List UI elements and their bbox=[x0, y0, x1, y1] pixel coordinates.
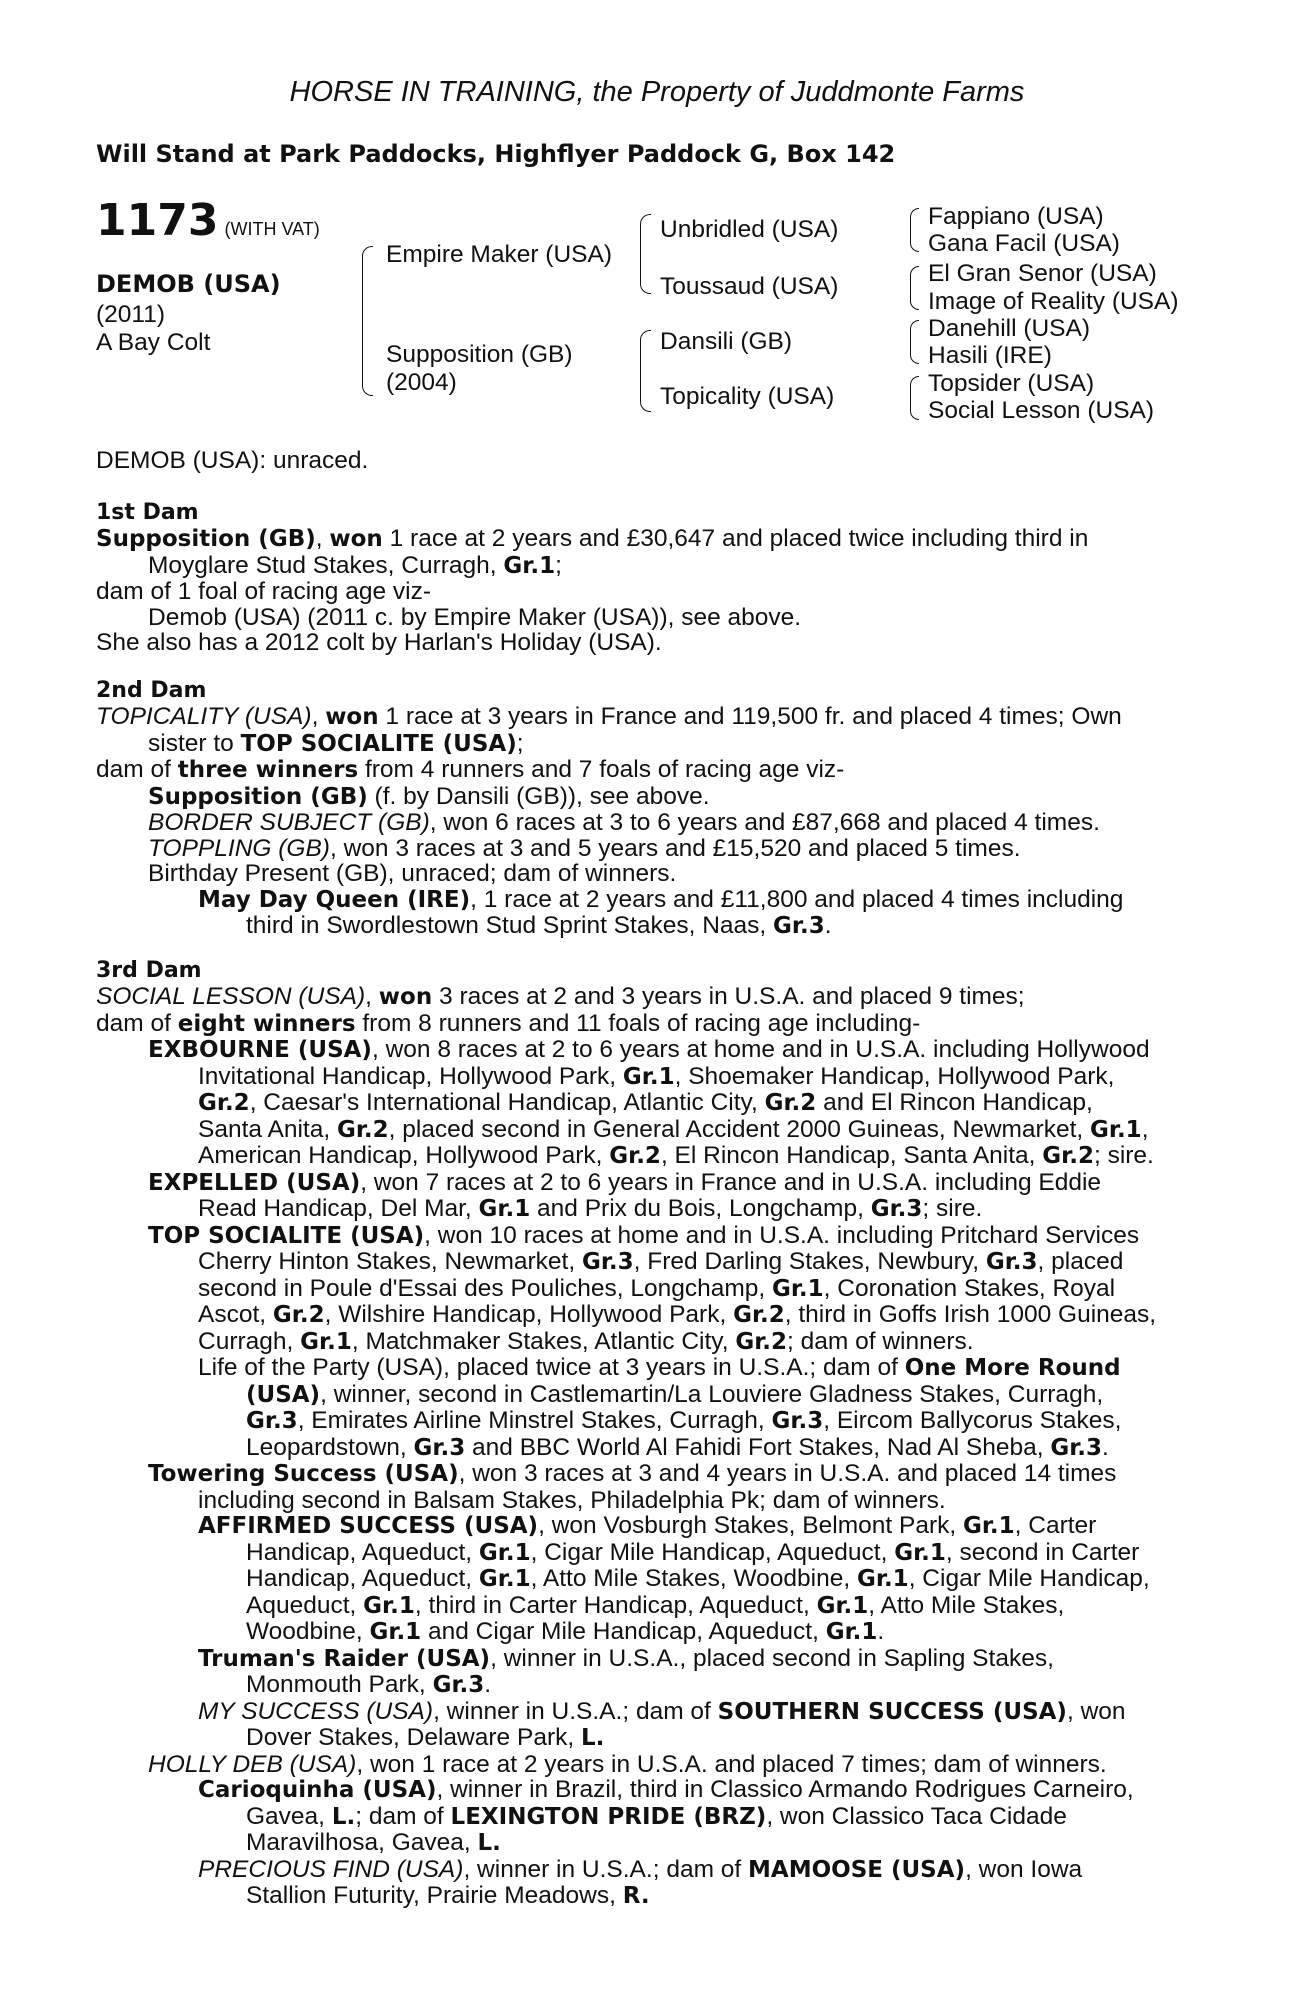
foal-trumans-raider: Truman's Raider (USA), winner in U.S.A., placed second in Sapling Stakes, Monmouth Park, Gr.3. bbox=[198, 1644, 1054, 1698]
first-dam-line-2: Moyglare Stud Stakes, Curragh, Gr.1; bbox=[148, 551, 562, 579]
pedigree-sire: Empire Maker (USA) bbox=[386, 241, 612, 268]
second-dam-foal-supposition: Supposition (GB) (f. by Dansili (GB)), see above. bbox=[148, 782, 710, 810]
race-record: DEMOB (USA): unraced. bbox=[96, 447, 369, 474]
pedigree-gen3-1: Fappiano (USA) bbox=[928, 203, 1104, 230]
second-dam-line-2: sister to TOP SOCIALITE (USA); bbox=[148, 729, 524, 757]
pedigree-gen3-5: Danehill (USA) bbox=[928, 315, 1091, 342]
second-dam-grandfoal-mayday-2: third in Swordlestown Stud Sprint Stakes, Naas, Gr.3. bbox=[246, 912, 832, 939]
stand-location: Will Stand at Park Paddocks, Highflyer Paddock G, Box 142 bbox=[96, 140, 896, 168]
pedigree-gen2-2: Toussaud (USA) bbox=[660, 273, 839, 300]
horse-name: DEMOB (USA) bbox=[96, 270, 281, 298]
foal-carioquinha: Carioquinha (USA), winner in Brazil, third in Classico Armando Rodrigues Carneiro, Gavea, L.; dam of LEXINGTON PRIDE (BRZ), won Classico Taca Cidade Maravilhosa, Gavea, L. bbox=[198, 1776, 1134, 1856]
first-dam-section bbox=[96, 500, 1204, 656]
foal-holly-deb: HOLLY DEB (USA), won 1 race at 2 years in U.S.A. and placed 7 times; dam of winners. bbox=[148, 1750, 1107, 1778]
first-dam-also: She also has a 2012 colt by Harlan's Holiday (USA). bbox=[96, 629, 662, 656]
lot-number-block bbox=[96, 195, 320, 246]
foal-affirmed-success: AFFIRMED SUCCESS (USA), won Vosburgh Stakes, Belmont Park, Gr.1, Carter Handicap, Aqueduct, Gr.1, Cigar Mile Handicap, Aqueduct, Gr.1, second in Carter Handicap, Aqueduct, Gr.1, Atto Mile Stakes, Woodbine, Gr.1, Cigar Mile Handicap, Aqueduct, Gr.1, third in Carter Handicap, Aqueduct, Gr.1, Atto Mile Stakes, Woodbine, Gr.1 and Cigar Mile Handicap, Aqueduct, Gr.1. bbox=[198, 1512, 1150, 1645]
vat-note: (WITH VAT) bbox=[224, 219, 320, 239]
pedigree-brace-dam bbox=[640, 330, 651, 412]
second-dam-foal-border: BORDER SUBJECT (GB), won 6 races at 3 to 6 years and £87,668 and placed 4 times. bbox=[148, 809, 1100, 836]
horse-description: A Bay Colt bbox=[96, 329, 211, 356]
lot-number: 1173 bbox=[96, 195, 219, 246]
second-dam-heading: 2nd Dam bbox=[96, 678, 207, 703]
pedigree-gen2-1: Unbridled (USA) bbox=[660, 216, 839, 243]
second-dam-section bbox=[96, 678, 1204, 940]
foal-my-success: MY SUCCESS (USA), winner in U.S.A.; dam of SOUTHERN SUCCESS (USA), won Dover Stakes, Delaware Park, L. bbox=[198, 1697, 1126, 1751]
second-dam-line-1: TOPICALITY (USA), won 1 race at 3 years in France and 119,500 fr. and placed 4 times; Own bbox=[96, 703, 1122, 730]
pedigree-brace-sire bbox=[640, 214, 651, 294]
foal-life-of-the-party: Life of the Party (USA), placed twice at 3 years in U.S.A.; dam of One More Round (USA), winner, second in Castlemartin/La Louviere Gladness Stakes, Curragh, Gr.3, Emirates Airline Minstrel Stakes, Curragh, Gr.3, Eircom Ballycorus Stakes, Leopardstown, Gr.3 and BBC World Al Fahidi Fort Stakes, Nad Al Sheba, Gr.3. bbox=[198, 1354, 1122, 1461]
foal-top-socialite: TOP SOCIALITE (USA), won 10 races at home and in U.S.A. including Pritchard Services Cherry Hinton Stakes, Newmarket, Gr.3, Fred Darling Stakes, Newbury, Gr.3, placed second in Poule d'Essai des Pouliches, Longchamp, Gr.1, Coronation Stakes, Royal Ascot, Gr.2, Wilshire Handicap, Hollywood Park, Gr.2, third in Goffs Irish 1000 Guineas, Curragh, Gr.1, Matchmaker Stakes, Atlantic City, Gr.2; dam of winners. bbox=[148, 1221, 1157, 1355]
pedigree-brace-g3-3 bbox=[910, 320, 919, 364]
pedigree-gen3-4: Image of Reality (USA) bbox=[928, 288, 1179, 315]
first-dam-dam-of: dam of 1 foal of racing age viz- bbox=[96, 578, 432, 605]
pedigree-gen3-7: Topsider (USA) bbox=[928, 370, 1095, 397]
second-dam-foal-birthday: Birthday Present (GB), unraced; dam of winners. bbox=[148, 860, 677, 887]
second-dam-foal-toppling: TOPPLING (GB), won 3 races at 3 and 5 years and £15,520 and placed 5 times. bbox=[148, 834, 1021, 862]
pedigree-brace-g3-1 bbox=[910, 208, 919, 252]
second-dam-grandfoal-mayday: May Day Queen (IRE), 1 race at 2 years and £11,800 and placed 4 times including bbox=[198, 885, 1124, 913]
foal-exbourne: EXBOURNE (USA), won 8 races at 2 to 6 years at home and in U.S.A. including Hollywood Invitational Handicap, Hollywood Park, Gr.1, Shoemaker Handicap, Hollywood Park, Gr.2, Caesar's International Handicap, Atlantic City, Gr.2 and El Rincon Handicap, Santa Anita, Gr.2, placed second in General Accident 2000 Guineas, Newmarket, Gr.1, American Handicap, Hollywood Park, Gr.2, El Rincon Handicap, Santa Anita, Gr.2; sire. bbox=[148, 1036, 1154, 1169]
pedigree-gen3-8: Social Lesson (USA) bbox=[928, 397, 1155, 424]
page-title: HORSE IN TRAINING, the Property of Juddmonte Farms bbox=[289, 76, 1025, 108]
third-dam-section bbox=[96, 958, 1204, 1910]
first-dam-line-1: Supposition (GB), won 1 race at 2 years and £30,647 and placed twice including third in bbox=[96, 525, 1089, 552]
first-dam-heading: 1st Dam bbox=[96, 500, 199, 525]
second-dam-dam-of: dam of three winners from 4 runners and 7 foals of racing age viz- bbox=[96, 756, 845, 783]
foal-expelled: EXPELLED (USA), won 7 races at 2 to 6 years in France and in U.S.A. including Eddie Read Handicap, Del Mar, Gr.1 and Prix du Bois, Longchamp, Gr.3; sire. bbox=[148, 1168, 1102, 1222]
third-dam-heading: 3rd Dam bbox=[96, 958, 202, 983]
first-dam-foal: Demob (USA) (2011 c. by Empire Maker (USA)), see above. bbox=[148, 603, 802, 631]
pedigree-brace-g3-4 bbox=[910, 376, 919, 420]
foal-towering-success: Towering Success (USA), won 3 races at 3 and 4 years in U.S.A. and placed 14 times including second in Balsam Stakes, Philadelphia Pk; dam of winners. bbox=[148, 1460, 1117, 1514]
pedigree-gen3-6: Hasili (IRE) bbox=[928, 342, 1052, 369]
pedigree-gen3-2: Gana Facil (USA) bbox=[928, 230, 1120, 257]
pedigree-gen2-4: Topicality (USA) bbox=[660, 383, 835, 410]
third-dam-dam-of: dam of eight winners from 8 runners and 11 foals of racing age including- bbox=[96, 1009, 921, 1037]
pedigree-dam: Supposition (GB) bbox=[386, 341, 573, 368]
foal-precious-find: PRECIOUS FIND (USA), winner in U.S.A.; dam of MAMOOSE (USA), won Iowa Stallion Futurity, Prairie Meadows, R. bbox=[198, 1855, 1083, 1909]
third-dam-line-1: SOCIAL LESSON (USA), won 3 races at 2 and 3 years in U.S.A. and placed 9 times; bbox=[96, 983, 1025, 1010]
horse-year: (2011) bbox=[96, 301, 166, 328]
pedigree-gen3-3: El Gran Senor (USA) bbox=[928, 260, 1157, 287]
pedigree-gen2-3: Dansili (GB) bbox=[660, 328, 793, 355]
pedigree-brace-gen1 bbox=[362, 246, 373, 396]
pedigree-dam-year: (2004) bbox=[386, 369, 457, 396]
pedigree-brace-g3-2 bbox=[910, 266, 919, 310]
